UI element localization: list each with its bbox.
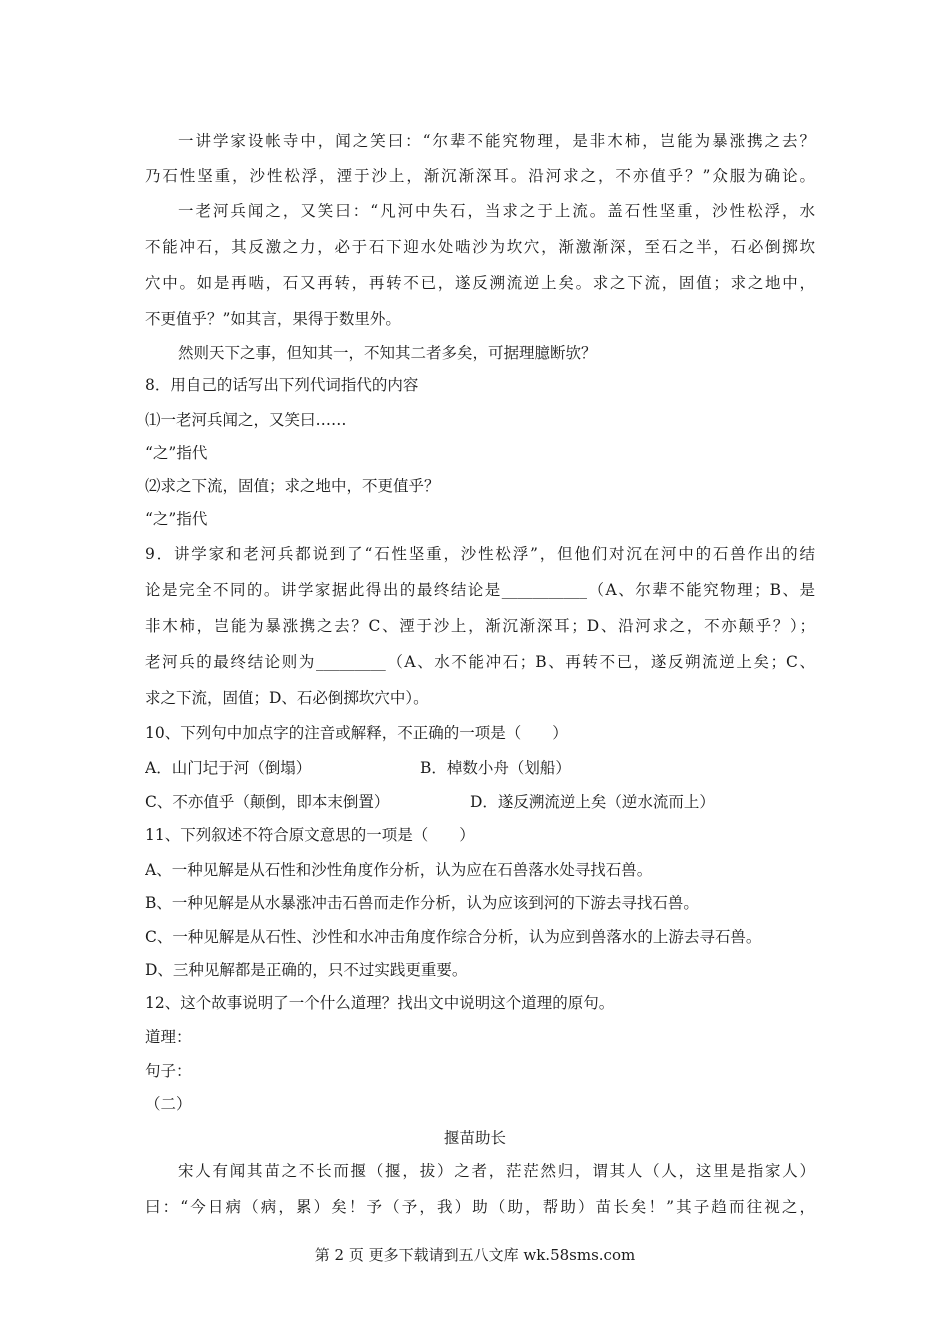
question-10-option-c: C、不亦值乎（颠倒，即本末倒置） (145, 793, 390, 811)
passage-paragraph-3: 然则天下之事，但知其一，不知其二者多矣，可据理臆断欤？ (178, 344, 597, 362)
question-8-item-1-answer: “之”指代 (145, 444, 208, 462)
question-11-title: 11、下列叙述不符合原文意思的一项是（ ） (145, 826, 475, 844)
question-11-option-d: D、三种见解都是正确的，只不过实践更重要。 (145, 961, 468, 979)
question-10-option-b: B．棹数小舟（划船） (420, 759, 571, 777)
question-11-option-c: C、一种见解是从石性、沙性和水冲击角度作综合分析，认为应到兽落水的上游去寻石兽。 (145, 928, 762, 946)
passage-paragraph-2-line-1: 一老河兵闻之，又笑曰：“凡河中失石，当求之于上流。盖石性坚重，沙性松浮，水 (178, 202, 815, 220)
passage-paragraph-2-line-2: 不能冲石，其反激之力，必于石下迎水处啮沙为坎穴，渐激渐深，至石之半，石必倒掷坎 (145, 238, 815, 256)
question-10-title: 10、下列句中加点字的注音或解释，不正确的一项是（ ） (145, 724, 568, 742)
question-9-line-1: 9．讲学家和老河兵都说到了“石性坚重，沙性松浮”，但他们对沉在河中的石兽作出的结 (145, 545, 815, 563)
question-11-option-a: A、一种见解是从石性和沙性角度作分析，认为应在石兽落水处寻找石兽。 (145, 861, 653, 879)
passage-paragraph-2-line-3: 穴中。如是再啮，石又再转，再转不已，遂反溯流逆上矣。求之下流，固值；求之地中， (145, 274, 815, 292)
question-9-line-3: 非木柿，岂能为暴涨携之去？C、湮于沙上，渐沉渐深耳；D、沿河求之，不亦颠乎？）； (145, 617, 815, 635)
passage-paragraph-2-line-4: 不更值乎？”如其言，果得于数里外。 (145, 310, 401, 328)
question-9-line-2: 论是完全不同的。讲学家据此得出的最终结论是___________（A、尔辈不能究物理；B、是 (145, 581, 815, 599)
question-12-sentence-label: 句子： (145, 1062, 192, 1080)
passage-paragraph-1-line-2: 乃石性坚重，沙性松浮，湮于沙上，渐沉渐深耳。沿河求之，不亦值乎？”众服为确论。 (145, 167, 815, 185)
question-11-option-b: B、一种见解是从水暴涨冲击石兽而走作分析，认为应该到河的下游去寻找石兽。 (145, 894, 699, 912)
section-2-label: （二） (145, 1095, 192, 1113)
passage-paragraph-1-line-1: 一讲学家设帐寺中，闻之笑曰：“尔辈不能究物理，是非木柿，岂能为暴涨携之去？ (178, 132, 815, 150)
question-9-line-4: 老河兵的最终结论则为_________（A、水不能冲石；B、再转不已，遂反朔流逆上矣；C、 (145, 653, 815, 671)
section-2-line-1: 宋人有闻其苗之不长而揠（揠，拔）之者，茫茫然归，谓其人（人，这里是指家人） (178, 1162, 815, 1180)
question-8-title: 8．用自己的话写出下列代词指代的内容 (145, 376, 419, 394)
question-10-option-a: A．山门圮于河（倒塌） (145, 759, 312, 777)
question-12-title: 12、这个故事说明了一个什么道理？找出文中说明这个道理的原句。 (145, 994, 615, 1012)
question-12-reason-label: 道理： (145, 1028, 192, 1046)
section-2-line-2: 曰：“今日病（病，累）矣！予（予，我）助（助，帮助）苗长矣！”其子趋而往视之， (145, 1198, 815, 1216)
question-10-option-d: D．遂反溯流逆上矣（逆水流而上） (470, 793, 715, 811)
question-9-line-5: 求之下流，固值；D、石必倒掷坎穴中）。 (145, 689, 429, 707)
question-8-item-2: ⑵求之下流，固值；求之地中，不更值乎？ (145, 477, 440, 495)
question-8-item-1: ⑴一老河兵闻之，又笑曰…… (145, 411, 347, 429)
question-8-item-2-answer: “之”指代 (145, 510, 208, 528)
page-footer: 第 2 页 更多下载请到五八文库 wk.58sms.com (314, 1246, 636, 1264)
section-2-title: 揠苗助长 (443, 1129, 506, 1147)
